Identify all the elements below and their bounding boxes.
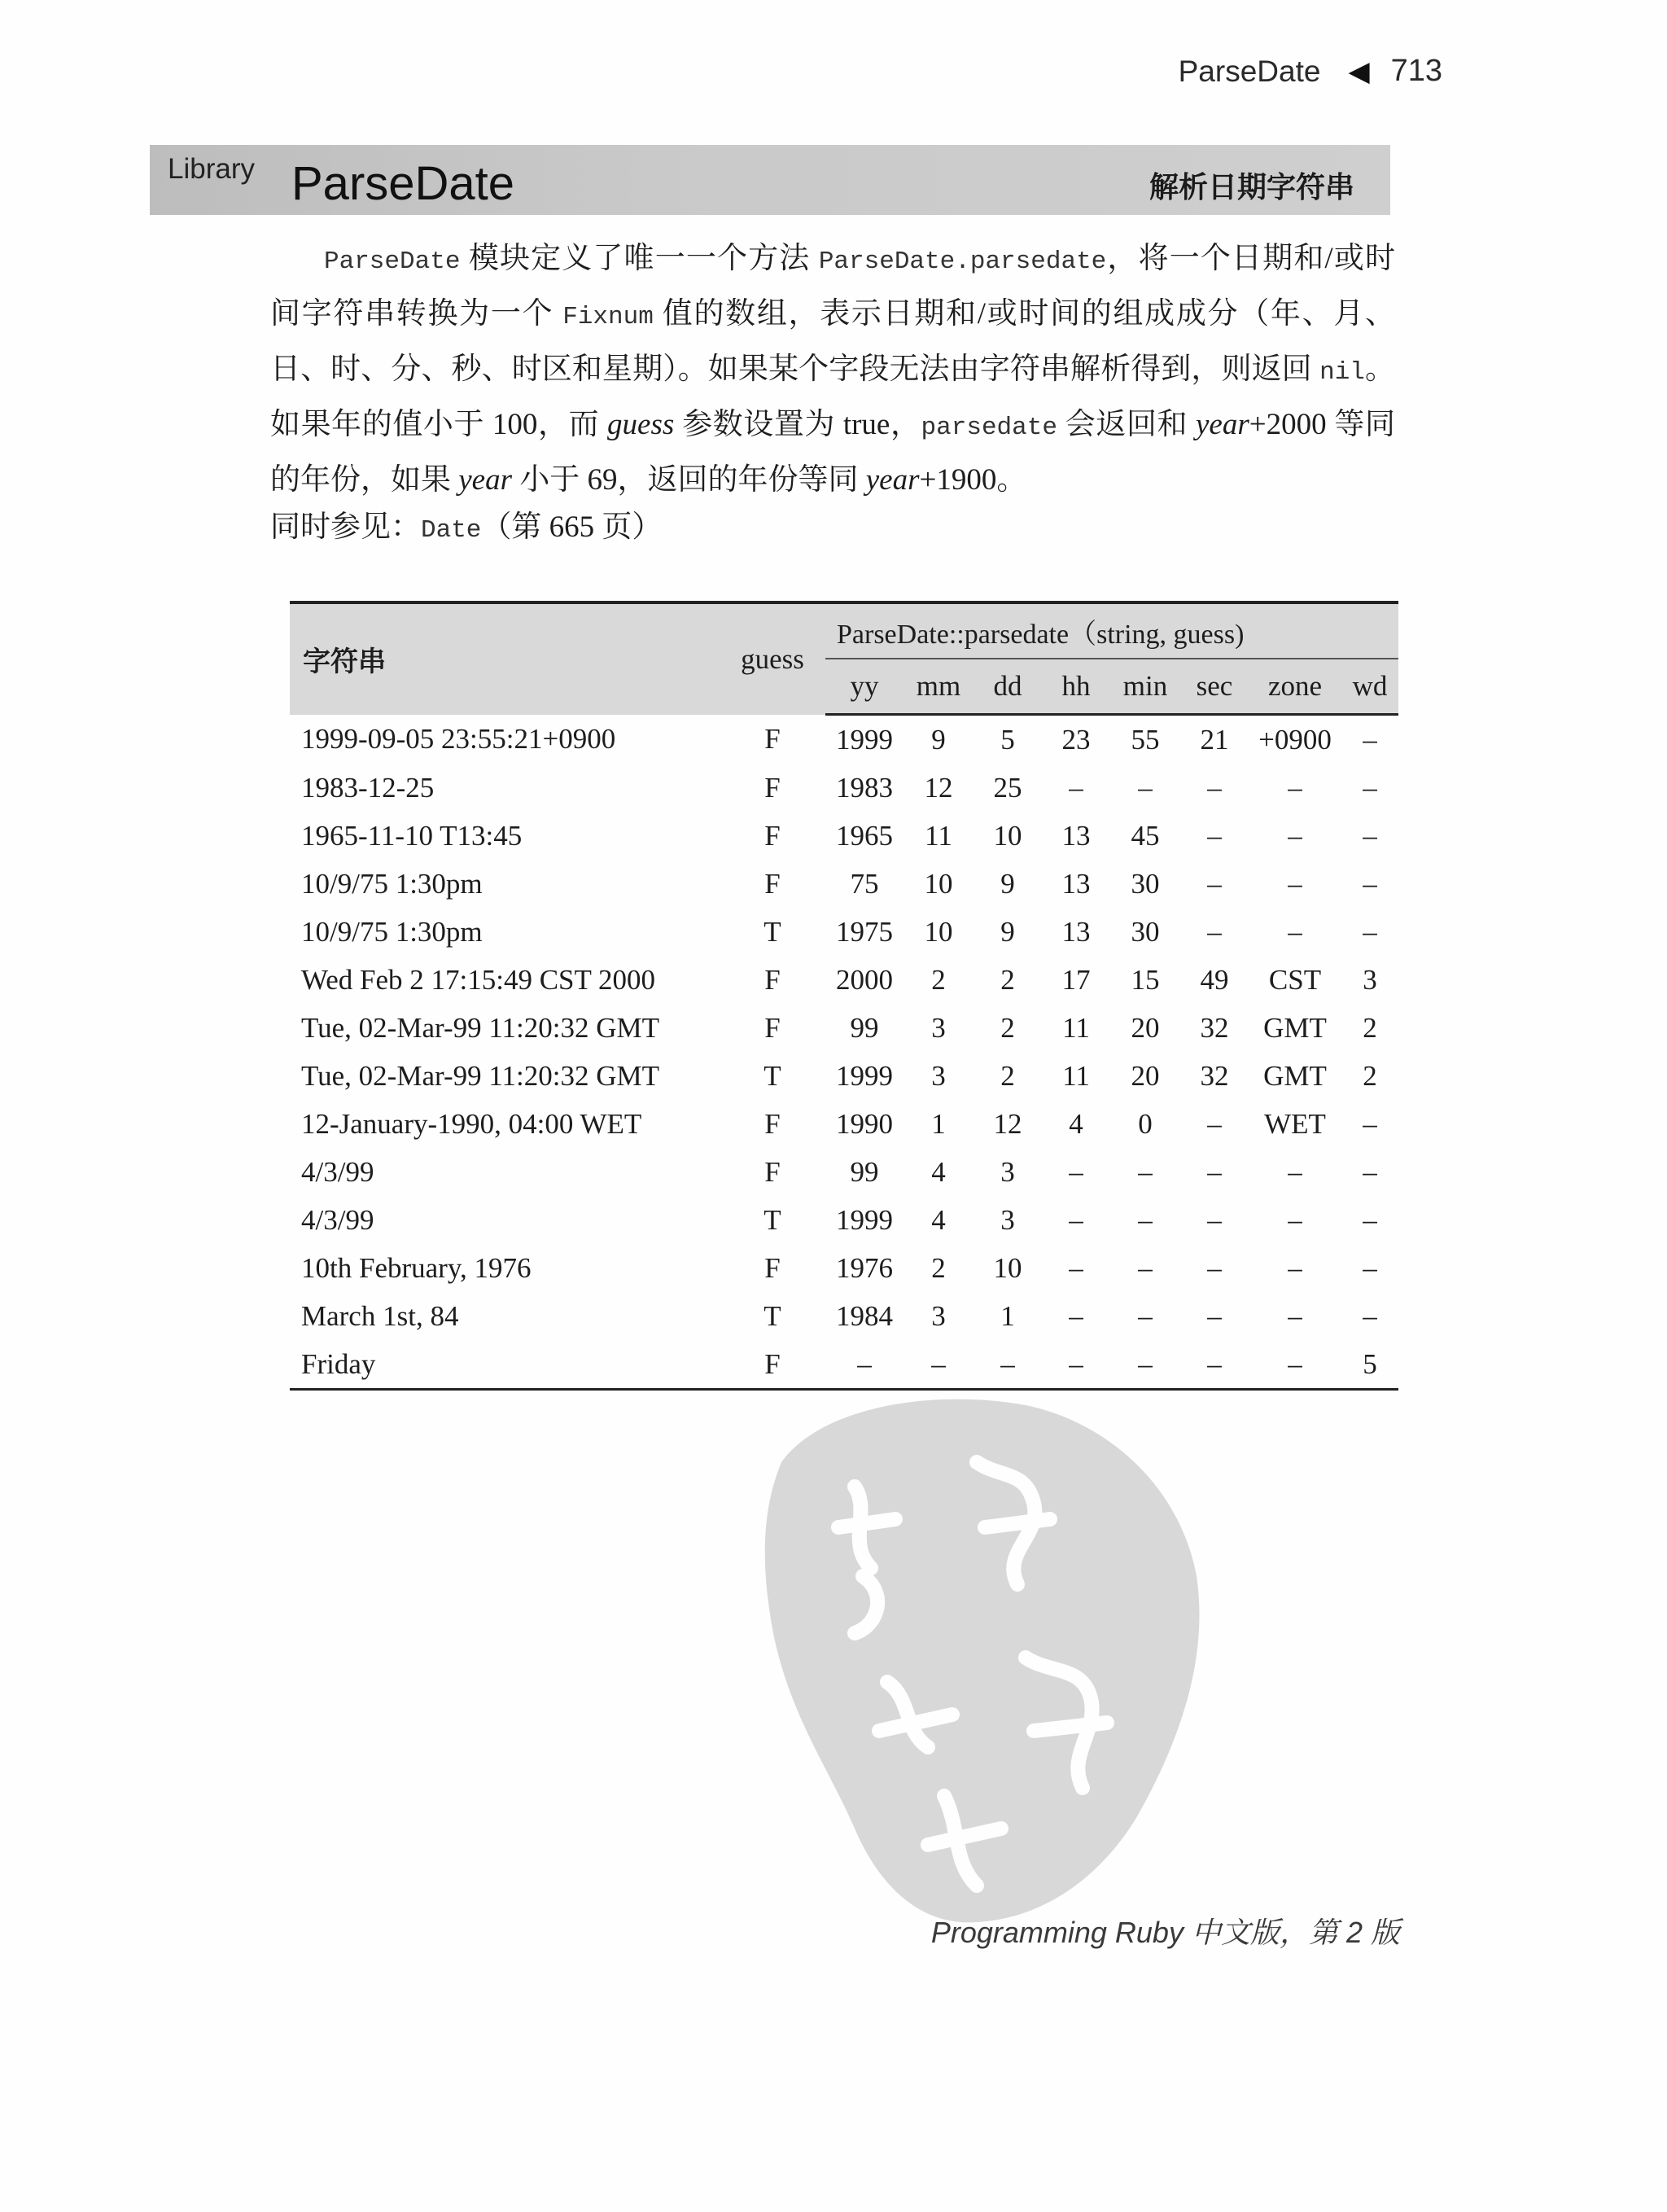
cell-value: – bbox=[1069, 1299, 1083, 1332]
cell-value: 2 bbox=[931, 963, 946, 996]
body-text: 模块定义了唯一一个方法 bbox=[460, 242, 819, 275]
cell-value: 99 bbox=[850, 1011, 879, 1044]
cell-value: GMT bbox=[1263, 1059, 1327, 1092]
cell-value: 5 bbox=[1000, 723, 1015, 756]
code-fixnum: Fixnum bbox=[562, 303, 654, 331]
cell-value: 4 bbox=[931, 1203, 946, 1236]
cell-value: 0 bbox=[1138, 1107, 1153, 1140]
cell-value: 23 bbox=[1061, 723, 1091, 756]
see-also-page: （第 665 页） bbox=[481, 510, 663, 544]
cell-input-string: 10th February, 1976 bbox=[301, 1251, 532, 1284]
cell-value: 2 bbox=[1000, 1011, 1015, 1044]
cell-value: 1976 bbox=[836, 1251, 893, 1284]
cell-guess: F bbox=[764, 1107, 781, 1140]
cell-value: – bbox=[974, 1340, 1042, 1390]
library-label: Library bbox=[168, 153, 255, 185]
chinese-subtitle: 解析日期字符串 bbox=[1149, 171, 1354, 204]
cell-value: 4 bbox=[931, 1155, 946, 1188]
header-min: min bbox=[1110, 659, 1180, 715]
cell-value: 25 bbox=[993, 771, 1022, 804]
cell-value: 9 bbox=[1000, 867, 1015, 900]
cell-value: 3 bbox=[931, 1011, 946, 1044]
cell-value: 1999 bbox=[836, 1203, 893, 1236]
cell-value: 1 bbox=[1000, 1299, 1015, 1332]
cell-value: 3 bbox=[1000, 1203, 1015, 1236]
table-row bbox=[290, 1340, 1398, 1390]
cell-value: – bbox=[1288, 819, 1302, 852]
header-sec: sec bbox=[1180, 659, 1249, 715]
cell-input-string: March 1st, 84 bbox=[301, 1299, 459, 1332]
cell-value: – bbox=[1363, 1107, 1377, 1140]
cell-value: – bbox=[1207, 867, 1222, 900]
cell-guess: T bbox=[763, 1299, 781, 1332]
cell-value: – bbox=[1138, 1203, 1153, 1236]
cell-value: GMT bbox=[1263, 1011, 1327, 1044]
cell-value: 12 bbox=[993, 1107, 1022, 1140]
code-parsedate-module: ParseDate bbox=[324, 247, 461, 276]
cell-guess: F bbox=[764, 963, 781, 996]
header-string: 字符串 bbox=[290, 602, 720, 715]
header-parsedate-group: ParseDate::parsedate（string, guess) bbox=[825, 602, 1398, 659]
code-nil: nil bbox=[1319, 358, 1365, 387]
cell-value: – bbox=[1288, 1299, 1302, 1332]
header-hh: hh bbox=[1042, 659, 1110, 715]
cell-value: 55 bbox=[1131, 723, 1160, 756]
cell-value: 1999 bbox=[836, 723, 893, 756]
cell-input-string: Tue, 02-Mar-99 11:20:32 GMT bbox=[301, 1011, 660, 1044]
cell-value: 9 bbox=[1000, 915, 1015, 948]
cell-value: 3 bbox=[1000, 1155, 1015, 1188]
cell-value: 2 bbox=[1363, 1059, 1377, 1092]
cell-value: 2000 bbox=[836, 963, 893, 996]
italic-year: year bbox=[1195, 408, 1249, 441]
italic-year: year bbox=[865, 463, 920, 497]
cell-value: – bbox=[1138, 1251, 1153, 1284]
cell-value: 32 bbox=[1200, 1011, 1229, 1044]
cell-value: 21 bbox=[1200, 723, 1229, 756]
cell-value: 13 bbox=[1061, 867, 1091, 900]
cell-input-string: 10/9/75 1:30pm bbox=[301, 867, 483, 900]
cell-value: – bbox=[825, 1340, 904, 1390]
cell-value: – bbox=[1363, 1203, 1377, 1236]
cell-value: 17 bbox=[1061, 963, 1091, 996]
cell-value: WET bbox=[1264, 1107, 1326, 1140]
cell-value: CST bbox=[1268, 963, 1322, 996]
body-text: 值的数组，表示日期和/或时间的组成成分（年、月、日、时、分、秒、时区和星期）。如果某个字段无法由字符串解析得到，则返回 bbox=[270, 297, 1396, 386]
table-row bbox=[290, 956, 1398, 1004]
cell-input-string: 10/9/75 1:30pm bbox=[301, 915, 483, 948]
table-row bbox=[290, 1052, 1398, 1100]
cell-value: 15 bbox=[1131, 963, 1160, 996]
italic-year: year bbox=[458, 463, 512, 497]
cell-value: 1983 bbox=[836, 771, 893, 804]
header-zone: zone bbox=[1249, 659, 1341, 715]
cell-input-string: Tue, 02-Mar-99 11:20:32 GMT bbox=[301, 1059, 660, 1092]
cell-value: 11 bbox=[1062, 1011, 1090, 1044]
see-also-date-ref: Date bbox=[421, 516, 482, 545]
running-head-section: ParseDate bbox=[1178, 54, 1321, 88]
cell-guess: F bbox=[764, 867, 781, 900]
code-parsedate-method: ParseDate.parsedate bbox=[818, 247, 1107, 276]
cell-value: 10 bbox=[993, 1251, 1022, 1284]
cell-value: 10 bbox=[924, 915, 953, 948]
cell-value: – bbox=[1363, 723, 1377, 756]
table-row bbox=[290, 1100, 1398, 1148]
left-triangle-icon: ◀ bbox=[1348, 55, 1370, 87]
table-row bbox=[290, 1004, 1398, 1052]
cell-input-string: 1983-12-25 bbox=[301, 771, 435, 804]
cell-value: – bbox=[1363, 771, 1377, 804]
header-mm: mm bbox=[904, 659, 974, 715]
cell-value: – bbox=[1207, 1155, 1222, 1188]
cell-value: – bbox=[1363, 915, 1377, 948]
table-row bbox=[290, 1148, 1398, 1196]
cell-guess: F bbox=[764, 1155, 781, 1188]
cell-guess: F bbox=[764, 771, 781, 804]
cell-value: 3 bbox=[931, 1299, 946, 1332]
header-wd: wd bbox=[1341, 659, 1398, 715]
cell-value: – bbox=[1288, 1155, 1302, 1188]
cell-value: – bbox=[1207, 1251, 1222, 1284]
cell-value: – bbox=[1207, 915, 1222, 948]
cell-value: 49 bbox=[1200, 963, 1229, 996]
body-text: 小于 69，返回的年份等同 bbox=[512, 463, 866, 497]
cell-value: 30 bbox=[1131, 915, 1160, 948]
cell-value: 12 bbox=[924, 771, 953, 804]
cell-value: – bbox=[1363, 819, 1377, 852]
cell-value: – bbox=[1363, 1251, 1377, 1284]
cell-input-string: 1965-11-10 T13:45 bbox=[301, 819, 523, 852]
cell-value: – bbox=[904, 1340, 974, 1390]
cell-input-string: 4/3/99 bbox=[301, 1203, 374, 1236]
cell-value: 1 bbox=[931, 1107, 946, 1140]
cell-value: 1965 bbox=[836, 819, 893, 852]
library-seal-watermark bbox=[757, 1389, 1213, 1926]
description-paragraph bbox=[270, 233, 1395, 506]
cell-value: – bbox=[1207, 1299, 1222, 1332]
table-row bbox=[290, 764, 1398, 812]
cell-value: – bbox=[1069, 1203, 1083, 1236]
cell-value: – bbox=[1207, 1203, 1222, 1236]
cell-value: 20 bbox=[1131, 1011, 1160, 1044]
cell-guess: F bbox=[720, 1340, 825, 1390]
cell-value: – bbox=[1110, 1340, 1180, 1390]
table-row bbox=[290, 1244, 1398, 1292]
cell-value: 2 bbox=[1000, 963, 1015, 996]
cell-value: 1990 bbox=[836, 1107, 893, 1140]
cell-value: 10 bbox=[924, 867, 953, 900]
cell-value: 11 bbox=[1062, 1059, 1090, 1092]
cell-value: 3 bbox=[931, 1059, 946, 1092]
cell-value: – bbox=[1363, 1155, 1377, 1188]
cell-value: 45 bbox=[1131, 819, 1160, 852]
cell-input-string: 12-January-1990, 04:00 WET bbox=[301, 1107, 642, 1140]
cell-guess: F bbox=[764, 1011, 781, 1044]
cell-value: 30 bbox=[1131, 867, 1160, 900]
cell-value: – bbox=[1207, 819, 1222, 852]
book-footer: Programming Ruby 中文版，第 2 版 bbox=[930, 1916, 1400, 1949]
page-number: 713 bbox=[1390, 54, 1442, 88]
cell-value: 2 bbox=[1363, 1011, 1377, 1044]
header-dd: dd bbox=[974, 659, 1042, 715]
cell-value: – bbox=[1288, 1203, 1302, 1236]
cell-guess: F bbox=[764, 1251, 781, 1284]
cell-value: 32 bbox=[1200, 1059, 1229, 1092]
cell-value: – bbox=[1180, 1340, 1249, 1390]
body-text: +1900。 bbox=[919, 463, 1027, 497]
cell-value: – bbox=[1288, 867, 1302, 900]
cell-value: 1984 bbox=[836, 1299, 893, 1332]
cell-value: 1999 bbox=[836, 1059, 893, 1092]
cell-value: 9 bbox=[931, 723, 946, 756]
cell-value: – bbox=[1069, 771, 1083, 804]
body-text: 参数设置为 true， bbox=[674, 408, 921, 441]
italic-guess: guess bbox=[607, 408, 675, 441]
table-row bbox=[290, 1292, 1398, 1340]
cell-value: 2 bbox=[931, 1251, 946, 1284]
table-row bbox=[290, 860, 1398, 908]
table-row bbox=[290, 908, 1398, 956]
see-also-prefix: 同时参见： bbox=[270, 510, 421, 544]
cell-value: – bbox=[1069, 1155, 1083, 1188]
header-guess: guess bbox=[720, 602, 825, 715]
cell-value: 99 bbox=[850, 1155, 879, 1188]
cell-value: 13 bbox=[1061, 819, 1091, 852]
cell-guess: T bbox=[763, 915, 781, 948]
cell-value: – bbox=[1138, 1155, 1153, 1188]
see-also bbox=[270, 502, 662, 545]
cell-value: – bbox=[1288, 915, 1302, 948]
cell-input-string: Friday bbox=[290, 1340, 720, 1390]
library-banner bbox=[150, 145, 1390, 215]
page-title: ParseDate bbox=[291, 157, 515, 210]
cell-value: 75 bbox=[850, 867, 879, 900]
table-row bbox=[290, 715, 1398, 764]
cell-value: 5 bbox=[1341, 1340, 1398, 1390]
body-text: ，将一个日期和/或时间字符串转换为一个 bbox=[270, 242, 1396, 331]
cell-value: 20 bbox=[1131, 1059, 1160, 1092]
cell-value: 3 bbox=[1363, 963, 1377, 996]
cell-value: – bbox=[1288, 1251, 1302, 1284]
cell-value: – bbox=[1288, 771, 1302, 804]
cell-guess: T bbox=[763, 1203, 781, 1236]
code-parsedate: parsedate bbox=[921, 414, 1057, 442]
cell-value: 13 bbox=[1061, 915, 1091, 948]
cell-value: 4 bbox=[1069, 1107, 1083, 1140]
cell-value: 11 bbox=[925, 819, 952, 852]
running-head bbox=[1179, 54, 1442, 89]
parsedate-table bbox=[290, 601, 1398, 1391]
cell-value: – bbox=[1207, 771, 1222, 804]
cell-value: – bbox=[1069, 1251, 1083, 1284]
cell-value: – bbox=[1138, 771, 1153, 804]
cell-value: 10 bbox=[993, 819, 1022, 852]
cell-value: – bbox=[1249, 1340, 1341, 1390]
cell-guess: F bbox=[764, 722, 781, 755]
cell-value: – bbox=[1042, 1340, 1110, 1390]
cell-guess: F bbox=[764, 819, 781, 852]
table-row bbox=[290, 812, 1398, 860]
cell-input-string: 1999-09-05 23:55:21+0900 bbox=[301, 722, 616, 755]
cell-value: – bbox=[1363, 867, 1377, 900]
cell-guess: T bbox=[763, 1059, 781, 1092]
cell-input-string: 4/3/99 bbox=[301, 1155, 374, 1188]
cell-value: – bbox=[1363, 1299, 1377, 1332]
cell-value: – bbox=[1207, 1107, 1222, 1140]
cell-value: +0900 bbox=[1258, 723, 1332, 756]
body-text: 。如果年的值小于 100，而 bbox=[270, 353, 1395, 441]
table-row bbox=[290, 1196, 1398, 1244]
header-yy: yy bbox=[825, 659, 904, 715]
cell-input-string: Wed Feb 2 17:15:49 CST 2000 bbox=[301, 963, 656, 996]
cell-value: 2 bbox=[1000, 1059, 1015, 1092]
cell-value: 1975 bbox=[836, 915, 893, 948]
body-text: 会返回和 bbox=[1057, 408, 1196, 441]
body-text: +2000 等同的年份，如果 bbox=[270, 408, 1396, 497]
cell-value: – bbox=[1138, 1299, 1153, 1332]
